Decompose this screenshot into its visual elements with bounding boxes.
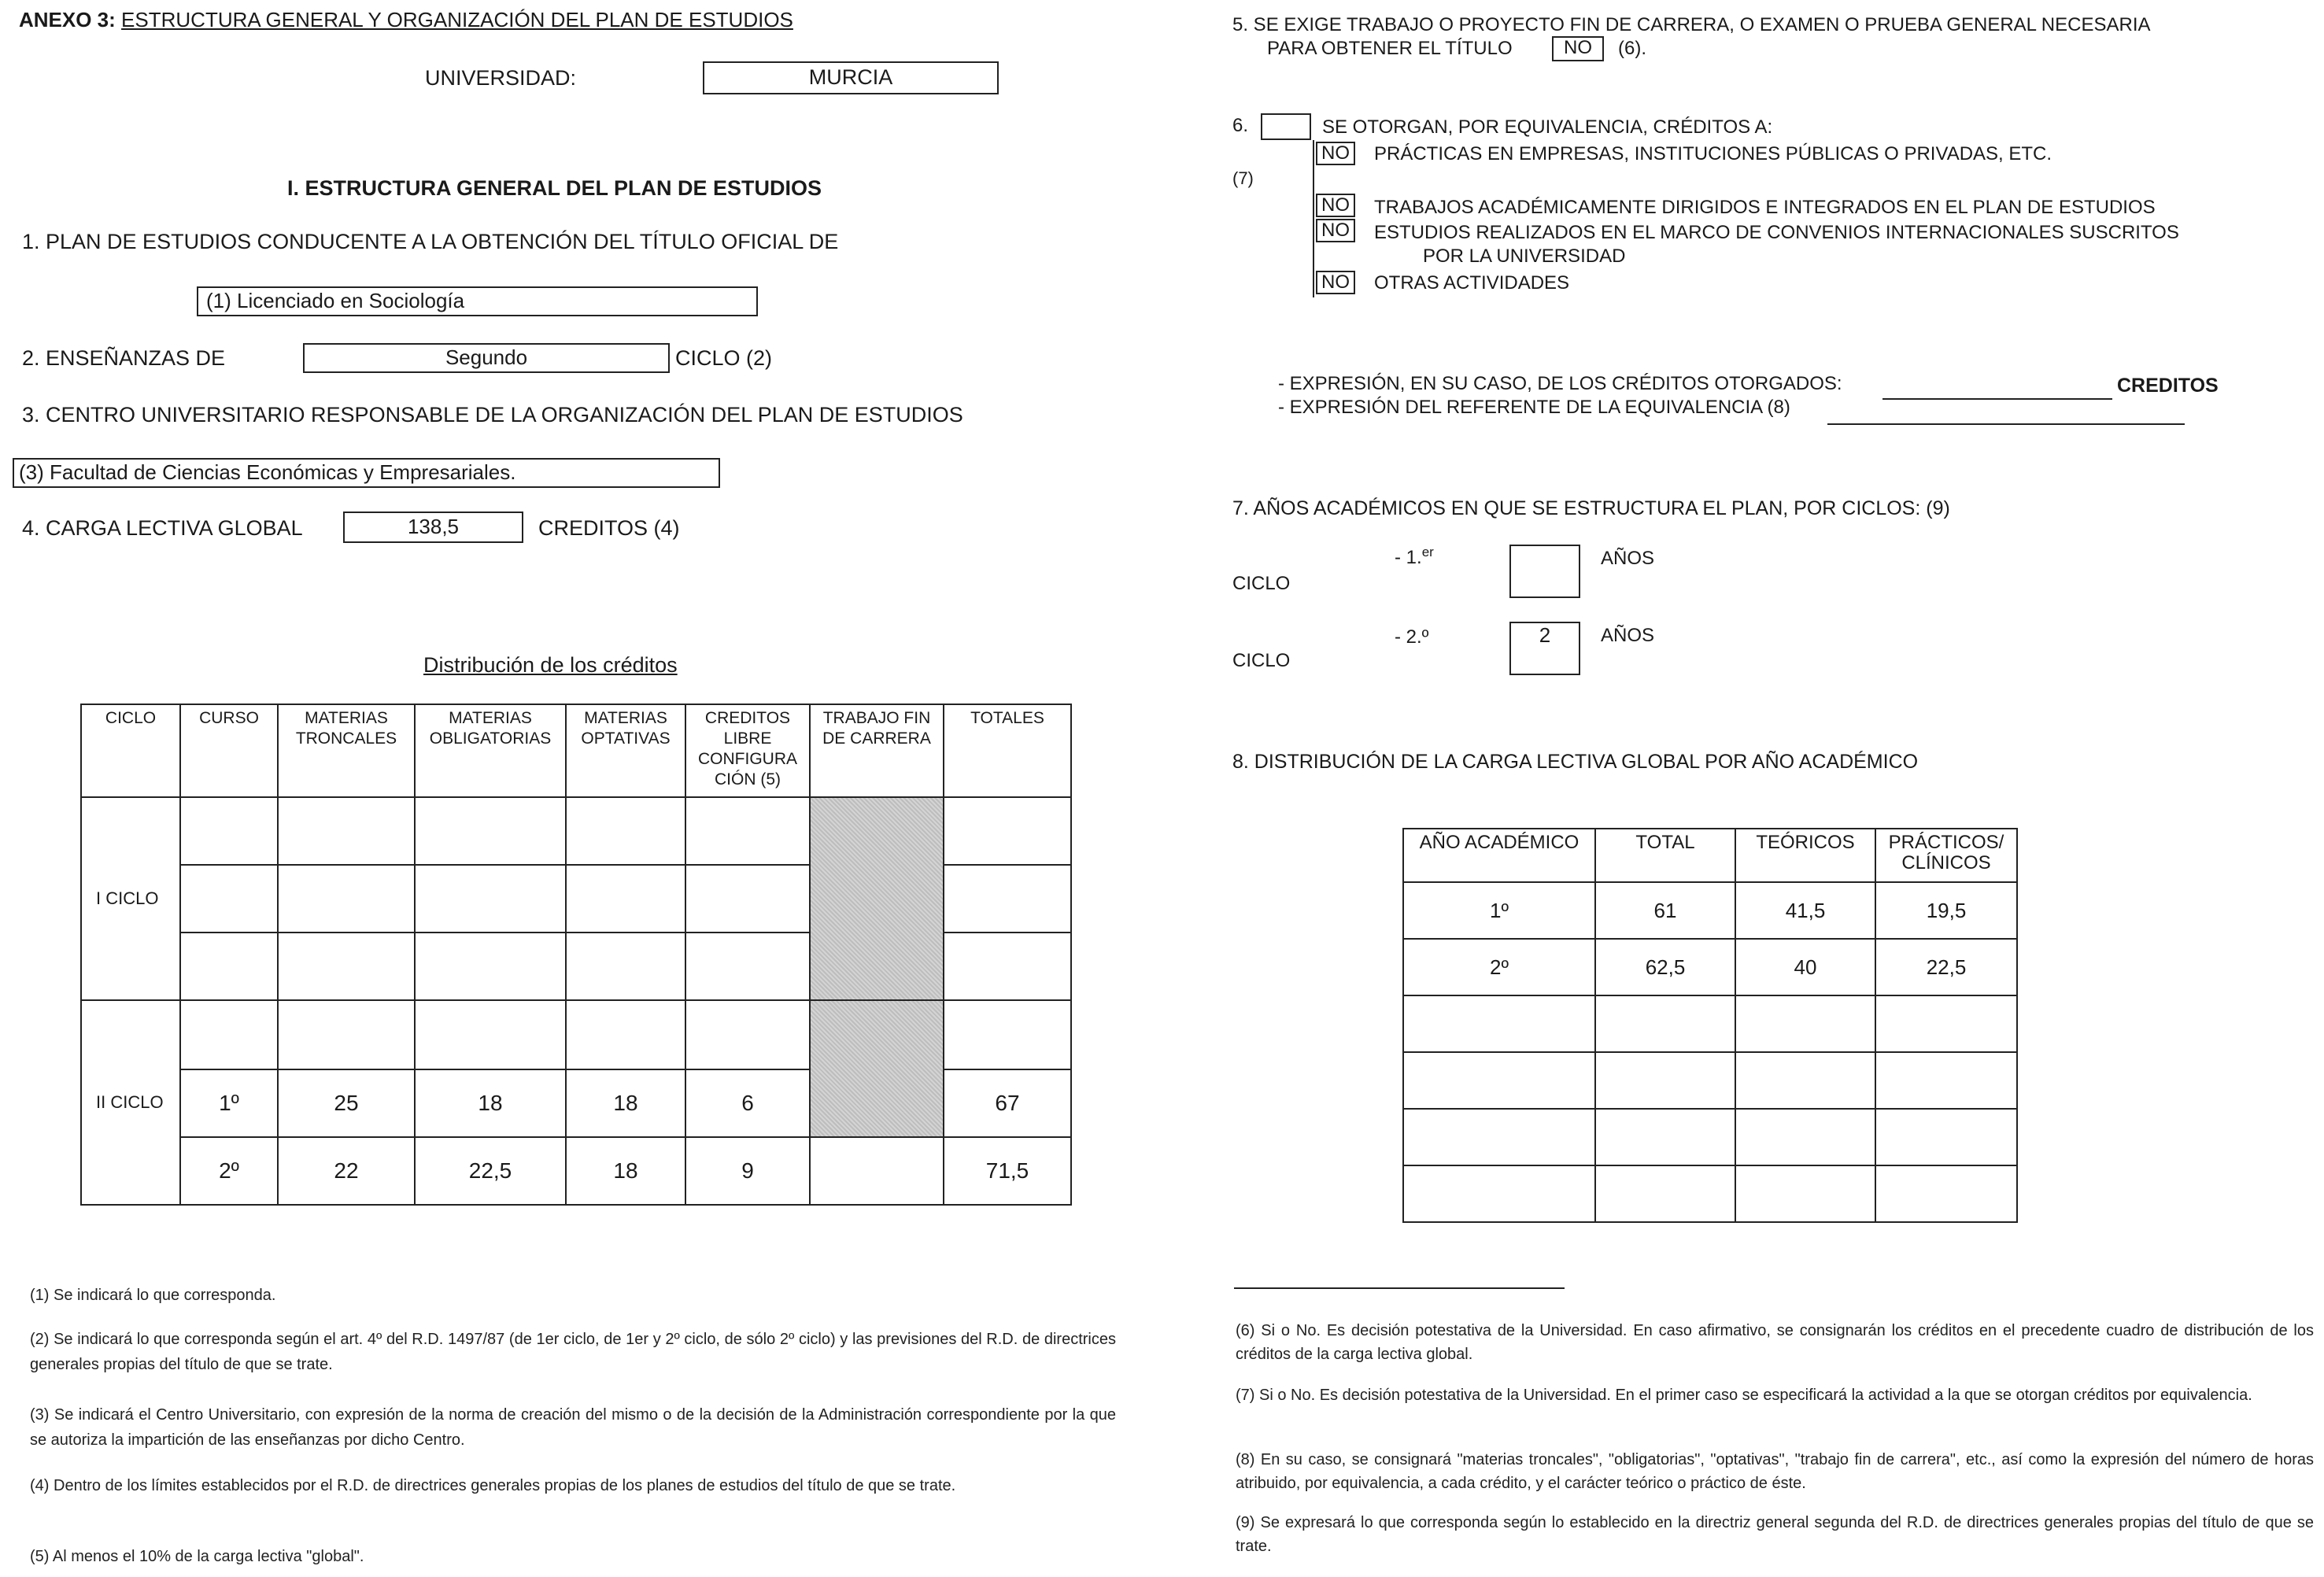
expression-referent-line xyxy=(1827,423,2185,425)
ciclo1-sup: er xyxy=(1421,545,1434,560)
item5-line1: 5. SE EXIGE TRABAJO O PROYECTO FIN DE CARRERA, O EXAMEN O PRUEBA GENERAL NECESARIA xyxy=(1232,14,2151,35)
hatched-cell xyxy=(810,797,944,1000)
ciclo1-label: I CICLO xyxy=(81,797,180,1000)
table-cell xyxy=(180,865,278,933)
item1-value: (1) Licenciado en Sociología xyxy=(206,289,465,312)
table-cell xyxy=(180,797,278,865)
footnote-4: (4) Dentro de los límites establecidos por el R.D. de directrices generales propias de los planes de estudios del título de que se trate. xyxy=(30,1477,956,1494)
header-total: TOTAL xyxy=(1595,829,1735,882)
row2-libre: 9 xyxy=(685,1137,810,1205)
table-row xyxy=(1403,882,2017,939)
table-cell xyxy=(415,865,566,933)
footnote-5: (5) Al menos el 10% de la carga lectiva "global". xyxy=(30,1548,364,1565)
table-cell xyxy=(1595,995,1735,1052)
item2-suffix: CICLO (2) xyxy=(675,346,773,370)
table-cell xyxy=(1403,995,1595,1052)
item4-label: 4. CARGA LECTIVA GLOBAL xyxy=(22,516,303,540)
ciclo1-prefix-text: - 1. xyxy=(1395,547,1422,568)
table-cell xyxy=(1875,1165,2017,1222)
ciclo2-years-inner xyxy=(1511,623,1579,648)
annex-title: ESTRUCTURA GENERAL Y ORGANIZACIÓN DEL PLAN DE ESTUDIOS xyxy=(121,8,793,31)
table-cell xyxy=(566,1000,685,1069)
table-cell xyxy=(1735,995,1875,1052)
header-obligatorias: MATERIAS OBLIGATORIAS xyxy=(415,704,566,797)
table-cell xyxy=(566,797,685,865)
item4-field xyxy=(343,512,523,543)
distribution-title: Distribución de los créditos xyxy=(423,653,678,677)
header-curso: CURSO xyxy=(180,704,278,797)
table-cell xyxy=(685,865,810,933)
table-cell xyxy=(1403,1109,1595,1165)
universidad-label: UNIVERSIDAD: xyxy=(425,66,577,90)
table-cell xyxy=(415,933,566,1000)
option4-value: NO xyxy=(1316,271,1355,294)
row2-optativas: 18 xyxy=(566,1137,685,1205)
year1-practicos: 19,5 xyxy=(1875,882,2017,939)
row1-obligatorias: 18 xyxy=(415,1069,566,1137)
item6-bracket xyxy=(1313,140,1314,297)
table-cell xyxy=(278,1000,415,1069)
header-optativas: MATERIAS OPTATIVAS xyxy=(566,704,685,797)
year2-teoricos: 40 xyxy=(1735,939,1875,995)
item8-label: 8. DISTRIBUCIÓN DE LA CARGA LECTIVA GLOBAL POR AÑO ACADÉMICO xyxy=(1232,751,1919,773)
option3-label: ESTUDIOS REALIZADOS EN EL MARCO DE CONVENIOS INTERNACIONALES SUSCRITOS xyxy=(1374,222,2179,243)
ciclo1-label: CICLO xyxy=(1232,573,1291,594)
table-cell xyxy=(415,797,566,865)
expression-credits-label: - EXPRESIÓN, EN SU CASO, DE LOS CRÉDITOS OTORGADOS: xyxy=(1278,373,1842,394)
table-cell xyxy=(1595,1052,1735,1109)
item7-label: 7. AÑOS ACADÉMICOS EN QUE SE ESTRUCTURA EL PLAN, POR CICLOS: (9) xyxy=(1232,497,1950,519)
table-cell xyxy=(180,933,278,1000)
ciclo1-years-field xyxy=(1509,545,1580,598)
table-cell xyxy=(944,797,1071,865)
annual-load-table xyxy=(1402,828,2018,1223)
row1-optativas: 18 xyxy=(566,1069,685,1137)
footnote-2: (2) Se indicará lo que corresponda según el art. 4º del R.D. 1497/87 (de 1er ciclo, de 1er y 2º ciclo, de sólo 2º ciclo) y las previsiones del R.D. de directrices generales propias del título de que se trate. xyxy=(30,1331,1116,1373)
year1-ano: 1º xyxy=(1403,882,1595,939)
row1-totales: 67 xyxy=(944,1069,1071,1137)
option2-label: TRABAJOS ACADÉMICAMENTE DIRIGIDOS E INTEGRADOS EN EL PLAN DE ESTUDIOS xyxy=(1374,197,2156,218)
header-troncales: MATERIAS TRONCALES xyxy=(278,704,415,797)
header-practicos: PRÁCTICOS/ CLÍNICOS xyxy=(1875,829,2017,882)
table-cell xyxy=(944,1000,1071,1069)
ciclo2-label: II CICLO xyxy=(81,1000,180,1205)
year2-practicos: 22,5 xyxy=(1875,939,2017,995)
table-cell xyxy=(1403,1052,1595,1109)
footnote-3: (3) Se indicará el Centro Universitario, con expresión de la norma de creación del mismo o de la decisión de la Administración correspondiente por la que se autoriza la impartición de las enseñanzas por dicho Centro. xyxy=(30,1406,1116,1449)
footnote-6: (6) Si o No. Es decisión potestativa de la Universidad. En caso afirmativo, se consignarán los créditos en el precedente cuadro de distribución de los créditos de la carga lectiva global. xyxy=(1236,1322,2314,1363)
item4-value: 138,5 xyxy=(407,515,460,538)
header-trabajo: TRABAJO FIN DE CARRERA xyxy=(810,704,944,797)
hatched-cell xyxy=(810,1000,944,1137)
item4-suffix: CREDITOS (4) xyxy=(538,516,680,540)
option4-label: OTRAS ACTIVIDADES xyxy=(1374,272,1570,294)
footnote-8: (8) En su caso, se consignará "materias troncales", "obligatorias", "optativas", "trabajo fin de carrera", etc., así como la expresión del número de horas atribuido, por equivalencia, a cada crédito, y el carácter teórico o práctico de éste. xyxy=(1236,1451,2314,1492)
header-teoricos: TEÓRICOS xyxy=(1735,829,1875,882)
row2-trabajo xyxy=(810,1137,944,1205)
ciclo2-prefix: - 2.º xyxy=(1395,626,1429,648)
table-cell xyxy=(1735,1109,1875,1165)
item6-ref: (7) xyxy=(1232,168,1254,188)
year1-teoricos: 41,5 xyxy=(1735,882,1875,939)
table-cell xyxy=(566,933,685,1000)
item6-number: 6. xyxy=(1232,115,1249,136)
table-row xyxy=(81,1137,1071,1205)
table-cell xyxy=(415,1000,566,1069)
item6-text: SE OTORGAN, POR EQUIVALENCIA, CRÉDITOS A: xyxy=(1322,116,1773,138)
year1-total: 61 xyxy=(1595,882,1735,939)
ciclo1-prefix xyxy=(1395,545,1434,569)
header-ciclo: CICLO xyxy=(81,704,180,797)
option1-value: NO xyxy=(1316,142,1355,165)
table-row xyxy=(1403,939,2017,995)
universidad-value: MURCIA xyxy=(808,65,893,89)
option2-value: NO xyxy=(1316,194,1355,217)
row1-troncales: 25 xyxy=(278,1069,415,1137)
ciclo2-anos: AÑOS xyxy=(1601,625,1655,646)
row2-troncales: 22 xyxy=(278,1137,415,1205)
table-cell xyxy=(685,797,810,865)
table-cell xyxy=(278,933,415,1000)
annex-prefix: ANEXO 3: xyxy=(19,8,116,31)
row1-curso: 1º xyxy=(180,1069,278,1137)
item5-ref: (6). xyxy=(1618,38,1646,59)
row2-totales: 71,5 xyxy=(944,1137,1071,1205)
table-cell xyxy=(1595,1165,1735,1222)
table-cell xyxy=(1595,1109,1735,1165)
row1-libre: 6 xyxy=(685,1069,810,1137)
header-libre: CREDITOS LIBRE CONFIGURA CIÓN (5) xyxy=(685,704,810,797)
credits-table xyxy=(80,704,1072,1206)
ciclo2-years-field xyxy=(1509,622,1580,675)
year2-ano: 2º xyxy=(1403,939,1595,995)
table-cell xyxy=(180,1000,278,1069)
table-cell xyxy=(566,865,685,933)
footnote-7: (7) Si o No. Es decisión potestativa de la Universidad. En el primer caso se especificará la actividad a la que se otorgan créditos por equivalencia. xyxy=(1236,1387,2252,1404)
item3-label: 3. CENTRO UNIVERSITARIO RESPONSABLE DE LA ORGANIZACIÓN DEL PLAN DE ESTUDIOS xyxy=(22,403,963,427)
year2-total: 62,5 xyxy=(1595,939,1735,995)
table-cell xyxy=(685,933,810,1000)
ciclo2-label: CICLO xyxy=(1232,650,1291,671)
expression-credits-line xyxy=(1882,398,2112,400)
item6-box xyxy=(1261,113,1311,140)
table-cell xyxy=(1875,995,2017,1052)
ciclo1-anos: AÑOS xyxy=(1601,548,1655,569)
item2-field xyxy=(303,343,670,373)
header-ano: AÑO ACADÉMICO xyxy=(1403,829,1595,882)
option1-label: PRÁCTICAS EN EMPRESAS, INSTITUCIONES PÚBLICAS O PRIVADAS, ETC. xyxy=(1374,143,2052,164)
table-cell xyxy=(278,797,415,865)
item5-line2: PARA OBTENER EL TÍTULO xyxy=(1267,38,1513,59)
table-cell xyxy=(1875,1052,2017,1109)
table-cell xyxy=(944,865,1071,933)
table-cell xyxy=(1403,1165,1595,1222)
section-title: I. ESTRUCTURA GENERAL DEL PLAN DE ESTUDIOS xyxy=(287,176,822,200)
table-cell xyxy=(278,865,415,933)
option3-continuation: POR LA UNIVERSIDAD xyxy=(1423,246,1626,267)
item3-field xyxy=(13,458,720,488)
item1-field xyxy=(197,286,758,316)
table-cell xyxy=(1735,1165,1875,1222)
universidad-field xyxy=(703,61,999,94)
footnote-9: (9) Se expresará lo que corresponda según lo establecido en la directriz general segunda del R.D. de directrices generales propias del título de que se trate. xyxy=(1236,1514,2314,1555)
expression-credits-suffix: CREDITOS xyxy=(2117,375,2219,397)
footnote-separator xyxy=(1234,1287,1565,1289)
footnote-1: (1) Se indicará lo que corresponda. xyxy=(30,1287,276,1304)
item1-label: 1. PLAN DE ESTUDIOS CONDUCENTE A LA OBTENCIÓN DEL TÍTULO OFICIAL DE xyxy=(22,230,839,253)
row2-curso: 2º xyxy=(180,1137,278,1205)
table-cell xyxy=(685,1000,810,1069)
ciclo2-years-value: 2 xyxy=(1539,623,1551,647)
item2-value: Segundo xyxy=(445,345,528,369)
item3-value: (3) Facultad de Ciencias Económicas y Empresariales. xyxy=(19,460,516,484)
item2-label: 2. ENSEÑANZAS DE xyxy=(22,346,226,370)
annex-header xyxy=(19,8,793,32)
header-totales: TOTALES xyxy=(944,704,1071,797)
row2-obligatorias: 22,5 xyxy=(415,1137,566,1205)
expression-referent-label: - EXPRESIÓN DEL REFERENTE DE LA EQUIVALENCIA (8) xyxy=(1278,397,1790,418)
table-cell xyxy=(1735,1052,1875,1109)
table-cell xyxy=(944,933,1071,1000)
option3-value: NO xyxy=(1316,219,1355,242)
item5-value: NO xyxy=(1552,36,1604,61)
table-cell xyxy=(1875,1109,2017,1165)
